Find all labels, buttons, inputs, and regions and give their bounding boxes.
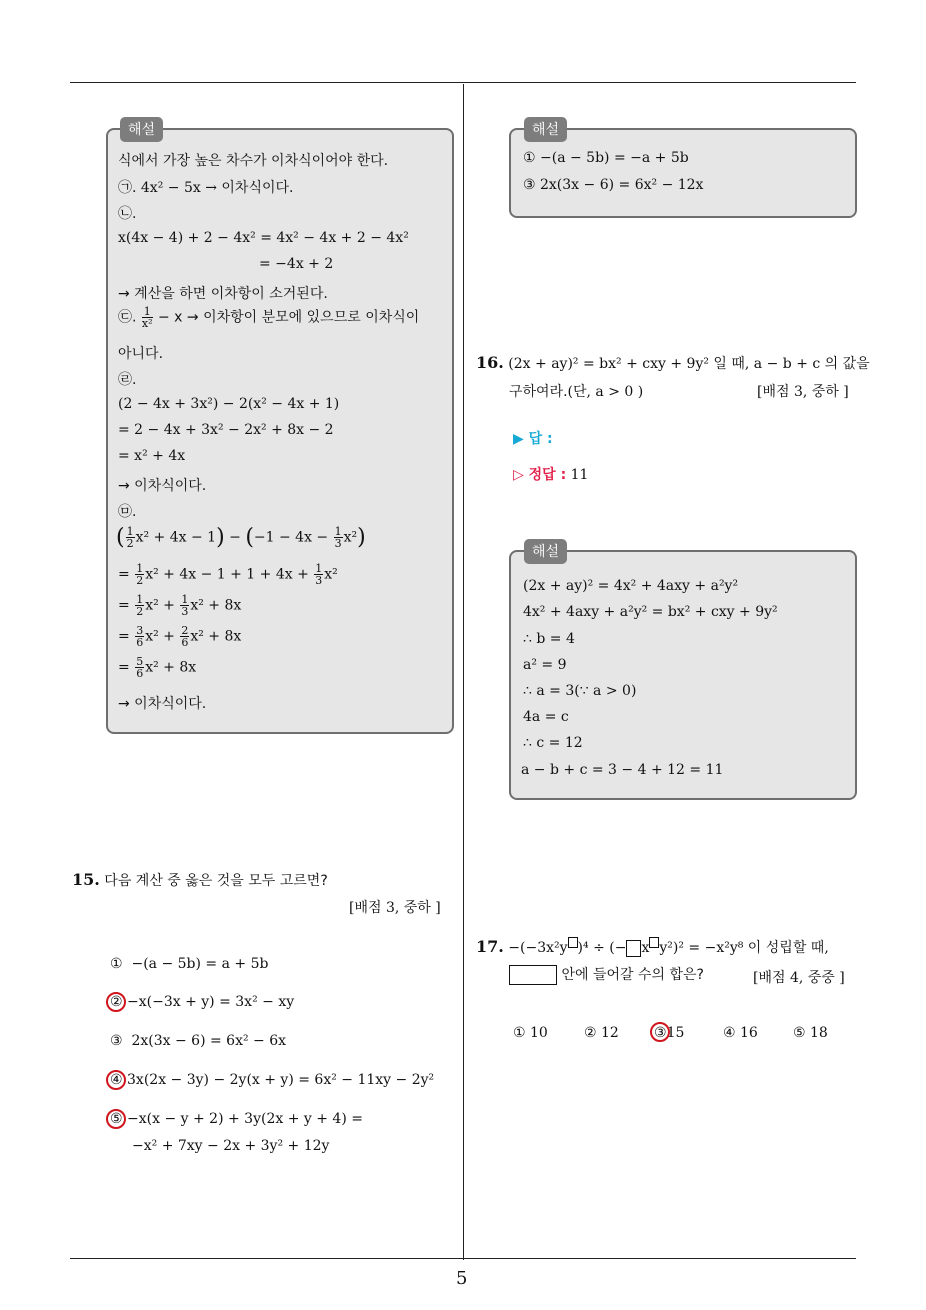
top-rule (70, 82, 856, 83)
q15-points: [배점 3, 중하 ] (349, 900, 441, 916)
q15-choice-2[interactable] (110, 994, 294, 1010)
q14-sol-line-14: ㉤. (118, 504, 137, 520)
q14-sol-text-c: − x → 이차항이 분모에 있으므로 이차식이 (153, 309, 420, 326)
expr: = (118, 597, 135, 614)
choice-label: ① (513, 1025, 526, 1041)
choice-text: −x(x − y + 2) + 3y(2x + y + 4) = (127, 1111, 363, 1127)
paren-open: ( (245, 525, 254, 550)
q15-sol-line-1: ① −(a − 5b) = −a + 5b (523, 150, 689, 166)
expr: x² (343, 529, 358, 546)
fraction-denominator: x² (141, 317, 153, 330)
q15-choice-3[interactable] (110, 1033, 286, 1049)
q16-correct (513, 464, 588, 484)
answer-mark-2 (106, 992, 126, 1012)
q16-points: [배점 3, 중하 ] (757, 384, 849, 400)
q14-sol-line-1: 식에서 가장 높은 차수가 이차식이어야 한다. (118, 153, 389, 169)
choice-label: ④ (723, 1025, 736, 1041)
expr: x (641, 940, 650, 956)
q14-sol-label-c: ㉢. (118, 309, 141, 326)
fraction-denominator: 2 (136, 574, 144, 587)
choice-value: 12 (601, 1025, 619, 1041)
q16-sol-line-4: a² = 9 (523, 657, 567, 673)
fraction-numerator: 1 (136, 593, 144, 606)
choice-value: 10 (530, 1025, 548, 1041)
q15-choice-4[interactable] (110, 1072, 434, 1088)
q16-number: 16. (476, 353, 504, 372)
expr: −(−3x²y (508, 940, 568, 956)
choice-label: ⑤ (793, 1025, 806, 1041)
choice-label: ③ (654, 1025, 667, 1041)
blank-box (626, 940, 641, 957)
q16-sol-line-3: ∴ b = 4 (523, 631, 575, 647)
fraction-numerator: 1 (136, 562, 144, 575)
q17-choice-4[interactable] (723, 1025, 758, 1041)
q14-sol-line-11: = 2 − 4x + 3x² − 2x² + 8x − 2 (118, 422, 334, 438)
choice-value: 18 (810, 1025, 828, 1041)
choice-text: 3x(2x − 3y) − 2y(x + y) = 6x² − 11xy − 2y² (127, 1072, 435, 1088)
choice-label: ② (110, 994, 123, 1010)
column-divider (463, 84, 464, 1260)
q17-line-2 (509, 964, 704, 985)
q16-correct-label: ▷ 정답 : (513, 467, 567, 483)
small-blank-box (568, 937, 578, 948)
q16-sol-line-1: (2x + ay)² = 4x² + 4axy + a²y² (523, 578, 739, 594)
fraction-denominator: 2 (136, 605, 144, 618)
answer-blank-box (509, 965, 557, 985)
choice-label: ② (584, 1025, 597, 1041)
fraction-denominator: 6 (181, 636, 189, 649)
fraction (135, 625, 144, 648)
choice-label: ③ (110, 1033, 123, 1049)
q14-sol-line-16 (118, 563, 338, 586)
q17-line-1 (476, 937, 829, 957)
small-blank-box (649, 937, 659, 948)
fraction-numerator: 1 (315, 562, 323, 575)
q14-sol-line-13: → 이차식이다. (118, 478, 207, 494)
q14-sol-line-15 (116, 525, 366, 550)
q17-choice-1[interactable] (513, 1025, 548, 1041)
q15-choice-5-cont: −x² + 7xy − 2x + 3y² + 12y (132, 1138, 330, 1154)
fraction (135, 594, 144, 617)
q16-answer-label: ▶ 답 : (513, 431, 553, 447)
choice-label: ⑤ (110, 1111, 123, 1127)
fraction (180, 594, 189, 617)
bottom-rule (70, 1258, 856, 1259)
fraction-numerator: 2 (181, 624, 189, 637)
expr: x² + (145, 628, 180, 645)
q17-number: 17. (476, 937, 504, 956)
q16-line-2: 구하여라.(단, a > 0 ) (509, 384, 644, 400)
expr: y²)² = −x²y⁸ 이 성립할 때, (659, 940, 829, 956)
q14-sol-line-10: (2 − 4x + 3x²) − 2(x² − 4x + 1) (118, 396, 340, 412)
q14-sol-line-7 (118, 306, 419, 329)
q16-sol-line-2: 4x² + 4axy + a²y² = bx² + cxy + 9y² (523, 604, 778, 620)
q15-choice-5[interactable] (110, 1111, 363, 1127)
fraction-numerator: 1 (126, 525, 134, 538)
q17-choice-5[interactable] (793, 1025, 828, 1041)
q16-sol-line-8: a − b + c = 3 − 4 + 12 = 11 (521, 762, 724, 778)
expr: x² + 8x (145, 659, 197, 676)
solution-tag: 해설 (120, 117, 163, 142)
paren-close: ) (216, 525, 225, 550)
expr: = (118, 659, 135, 676)
q14-sol-text-a: 이차식이다. (221, 180, 294, 196)
paren-open: ( (116, 525, 125, 550)
expr: )⁴ ÷ (− (577, 940, 627, 956)
q16-text-1: (2x + ay)² = bx² + cxy + 9y² 일 때, a − b + c 의 값을 (508, 356, 870, 372)
q17-choice-2[interactable] (584, 1025, 619, 1041)
fraction-numerator: 5 (136, 655, 144, 668)
solution-tag: 해설 (524, 539, 567, 564)
q14-sol-expr-a: ㉠. 4x² − 5x → (118, 180, 222, 196)
answer-mark-4 (106, 1070, 126, 1090)
expr: = (118, 628, 135, 645)
q14-sol-line-8: 아니다. (118, 346, 164, 362)
expr: x² + 8x (190, 628, 242, 645)
page-number: 5 (456, 1268, 468, 1289)
q14-sol-line-17 (118, 594, 241, 617)
fraction-denominator: 3 (334, 537, 342, 550)
q14-sol-line-18 (118, 625, 241, 648)
q15-question: 다음 계산 중 옳은 것을 모두 고르면? (104, 873, 328, 889)
expr: x² + 4x − 1 + 1 + 4x + (145, 566, 314, 583)
expr: x² + (145, 597, 180, 614)
choice-text: −x(−3x + y) = 3x² − xy (127, 994, 295, 1010)
expr: x² + 8x (190, 597, 242, 614)
choice-label: ① (110, 956, 123, 972)
q14-sol-line-20: → 이차식이다. (118, 696, 207, 712)
q16-sol-line-5: ∴ a = 3(∵ a > 0) (523, 683, 637, 699)
q15-header (72, 870, 328, 890)
q16-line-1 (476, 353, 870, 373)
expr: −1 − 4x − (253, 529, 333, 546)
fraction-denominator: 3 (181, 605, 189, 618)
fraction-numerator: 1 (334, 525, 342, 538)
q17-points: [배점 4, 중중 ] (753, 970, 845, 986)
solution-tag: 해설 (524, 117, 567, 142)
fraction (180, 625, 189, 648)
fraction (135, 563, 144, 586)
fraction (142, 306, 153, 329)
q16-correct-value: 11 (570, 467, 589, 483)
paren-close: ) (357, 525, 366, 550)
expr: − (224, 529, 246, 546)
expr: x² (324, 566, 338, 583)
fraction-denominator: 6 (136, 667, 144, 680)
q14-sol-line-3: ㉡. (118, 206, 137, 222)
choice-value: 16 (740, 1025, 758, 1041)
fraction-denominator: 3 (315, 574, 323, 587)
q16-sol-line-7: ∴ c = 12 (523, 735, 583, 751)
choice-text: 2x(3x − 6) = 6x² − 6x (131, 1033, 287, 1049)
fraction-numerator: 1 (143, 305, 151, 318)
choice-label: ④ (110, 1072, 123, 1088)
expr: = (118, 566, 135, 583)
fraction-numerator: 3 (136, 624, 144, 637)
q14-sol-line-9: ㉣. (118, 372, 137, 388)
fraction-denominator: 6 (136, 636, 144, 649)
fraction (126, 526, 135, 549)
fraction-denominator: 2 (126, 537, 134, 550)
fraction (314, 563, 323, 586)
fraction (334, 526, 343, 549)
answer-mark-5 (106, 1109, 126, 1129)
choice-text: −(a − 5b) = a + 5b (131, 956, 269, 972)
q14-sol-line-2 (118, 177, 293, 197)
fraction (135, 656, 144, 679)
q17-text-2: 안에 들어갈 수의 합은? (561, 967, 704, 983)
expr: x² + 4x − 1 (135, 529, 217, 546)
q14-sol-line-4: x(4x − 4) + 2 − 4x² = 4x² − 4x + 2 − 4x² (118, 230, 409, 246)
q15-number: 15. (72, 870, 100, 889)
q14-sol-line-19 (118, 656, 196, 679)
q14-sol-line-5: = −4x + 2 (259, 256, 334, 272)
q16-sol-line-6: 4a = c (523, 709, 569, 725)
q15-sol-line-2: ③ 2x(3x − 6) = 6x² − 12x (523, 177, 704, 193)
q14-sol-line-6: → 계산을 하면 이차항이 소거된다. (118, 286, 328, 302)
q14-sol-line-12: = x² + 4x (118, 448, 186, 464)
answer-mark-q17 (650, 1022, 670, 1042)
fraction-numerator: 1 (181, 593, 189, 606)
q15-choice-1[interactable] (110, 956, 268, 972)
choice-value: 15 (666, 1025, 685, 1041)
